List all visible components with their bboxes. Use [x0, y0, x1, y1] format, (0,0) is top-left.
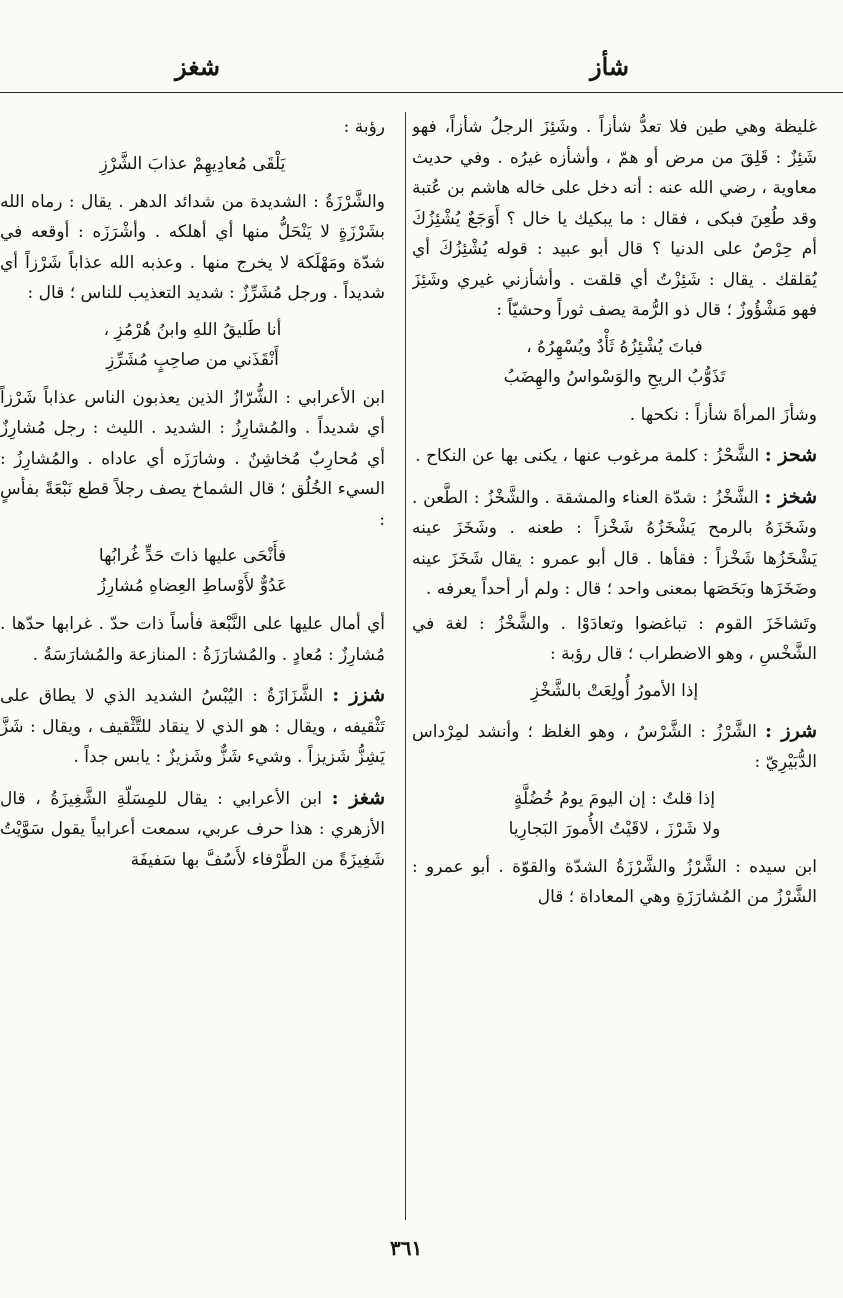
verse-line: تَذَوُّبُ الريحِ والوَسْواسُ والهِضَبُ: [503, 366, 726, 387]
right-headword: شأز: [590, 52, 630, 81]
verse: [412, 332, 817, 392]
verse: [0, 541, 385, 601]
paragraph: غليظة وهي طين فلا تعدُّ شأزاً . وشَئِزَ الرجلُ شأزاً، فهو شَئِزٌ : قَلِقَ من مرض أو همّ ، وأشأزه غيرُه . وفي حديث معاوية ، رضي الله عنه : أنه دخل على خاله هاشم بن عُتبة وقد طُعِنَ فبكى ، فقال : ما يبكيك يا خال ؟ أَوَجَعٌ يُشْئِزُكَ أم حِرْصٌ على الدنيا ؟ قال أبو عبيد : قوله يُشْئِزُكَ أي يُقلقك . يقال : شَئِزْتُ أي قلقت . وأشأزني غيري وشَئِزَ فهو مَشْؤُوزٌ ؛ قال ذو الرُّمة يصف ثوراً وحشيّاً :: [412, 117, 817, 320]
verse-line: عَدُوٌّ لأَوْساطِ العِضاهِ مُشارِزُ: [97, 576, 288, 596]
verse: [0, 149, 385, 179]
header-rule: [0, 92, 843, 93]
entry-sharz: [412, 716, 817, 778]
entry-text: الشَّخْزُ : شدّة العناء والمشقة . والشَّخْزُ : الطَّعن . وشَخَزَهُ بالرمح يَشْخَزُهُ شَخْزاً : طعنه . وشَخَزَ عينه يَشْخَزُها شَخْزاً : فقأها . قال أبو عمرو : يقال شَخَزَ عينه وضَخَزَها وبَخَصَها بمعنى واحد ؛ قال : ولم أر أحداً يعرفه .: [412, 487, 817, 599]
paragraph: ابن سيده : الشَّرْزُ والشَّرْزَةُ الشدّة والقوّة . أبو عمرو : الشَّرْزُ من المُشارَزَةِ وهي المعاداة ؛ قال: [412, 856, 817, 907]
verse-line: فأَنْحَى عليها ذاتَ حَدٍّ غُرابُها: [98, 546, 287, 566]
paragraph: ابن الأعرابي : الشُّرّازُ الذين يعذبون الناس عذاباً شَرْزاً أي شديداً . والمُشارِزُ : الشديد . الليث : رجل مُشارِزٌ أي مُحارِبٌ مُخاشِنٌ . وشارَزَه أي عاداه . والمُشارِزُ : السيء الخُلُق ؛ قال الشماخ يصف رجلاً قطع نَبْعَةً بفأسٍ :: [0, 387, 385, 530]
left-column: [0, 112, 385, 1222]
entry-term: شغز :: [331, 786, 385, 809]
entry-text: الشَّحْزُ : كلمة مرغوب عنها ، يكنى بها عن النكاح .: [415, 446, 760, 466]
entry-term: شحز :: [764, 444, 817, 466]
verse-line: أَنْقَذَني من صاحِبٍ مُشَرِّزِ: [106, 349, 279, 370]
page-number: ٣٦١: [390, 1236, 423, 1260]
left-headword: شغز: [175, 52, 220, 81]
paragraph: والشَّرْزَةُ : الشديدة من شدائد الدهر . يقال : رماه الله بشَرْزَةٍ لا يَنْحَلُّ منها أي أهلكه . وأشْرَزَه : أوقعه في شدّة ومَهْلَكة لا يخرج منها . وعذبه الله عذاباً شَرْزاً أي شديداً . ورجل مُشَرِّزٌ : شديد التعذيب للناس ؛ قال :: [0, 191, 385, 303]
entry-shahz: [412, 440, 817, 472]
entry-shaghz: [0, 783, 385, 876]
verse: [412, 784, 817, 844]
entry-text: الشَّزَازَةُ : اليُبْسُ الشديد الذي لا يطاق على تَثْقيفه ، ويقال : هو الذي لا ينقاد للتَّثْقيف ، ويقال : شَزَّ يَشِزُّ شَزيزاً . وشيء شَزٌّ وشَزيزٌ : يابس جداً .: [0, 686, 385, 767]
entry-text: ابن الأعرابي : يقال للمِسَلّةِ الشَّغِيزَةُ ، قال الأزهري : هذا حرف عربي، سمعت أعرابياً يقول سَوَّيْتُ شَغِيزَةً من الطَّرْفاء لأَسُفَّ بها سَفيفَة: [0, 788, 385, 870]
entry-shakhz: [412, 482, 817, 605]
verse-line: فباتَ يُشْئِزُهُ ثَأْدٌ ويُسْهِرُهُ ،: [526, 336, 703, 357]
column-divider: [405, 112, 406, 1220]
entry-text: الشَّرْزُ : الشَّرْسُ ، وهو الغلظ ؛ وأنشد لمِرْداس الدُّبَيْرِيّ :: [412, 721, 817, 772]
paragraph: أي أمال عليها على النَّبْعة فأساً ذات حدّ . غرابها حدّها . مُشارِزٌ : مُعادٍ . والمُشارَزَةُ : المنازعة والمُشارَسَةُ .: [0, 614, 385, 665]
entry-shazz: [0, 680, 385, 773]
entry-term: شزز :: [332, 684, 385, 706]
paragraph: رؤبة :: [343, 117, 385, 137]
verse-line: ولا شَرْزَ ، لاقَيْتُ الأُمورَ البَجارِيا: [508, 818, 721, 839]
right-column: [412, 112, 817, 1222]
paragraph: وتَشاخَزَ القوم : تباغضوا وتعادَوْا . والشَّخْزُ : لغة في الشَّخْسِ ، وهو الاضطراب ؛ قال رؤبة :: [412, 613, 817, 664]
verse-line: إذا الأمورُ أُولِعَتْ بالشَّخْزِ: [530, 680, 699, 701]
verse-line: أنا طَليقُ اللهِ وابنُ هُرْمُزِ ،: [103, 319, 282, 340]
paragraph: وشأزَ المرأةَ شأزاً : نكحها .: [629, 404, 817, 425]
verse-line: يَلْقَى مُعادِيهِمْ عذابَ الشَّرْزِ: [99, 153, 286, 174]
entry-term: شرز :: [765, 719, 817, 742]
verse-line: إذا قلتُ : إن اليومَ يومُ خُضُلَّةٍ: [513, 788, 716, 809]
verse: [0, 315, 385, 375]
entry-term: شخز :: [764, 485, 817, 508]
verse: [412, 676, 817, 706]
